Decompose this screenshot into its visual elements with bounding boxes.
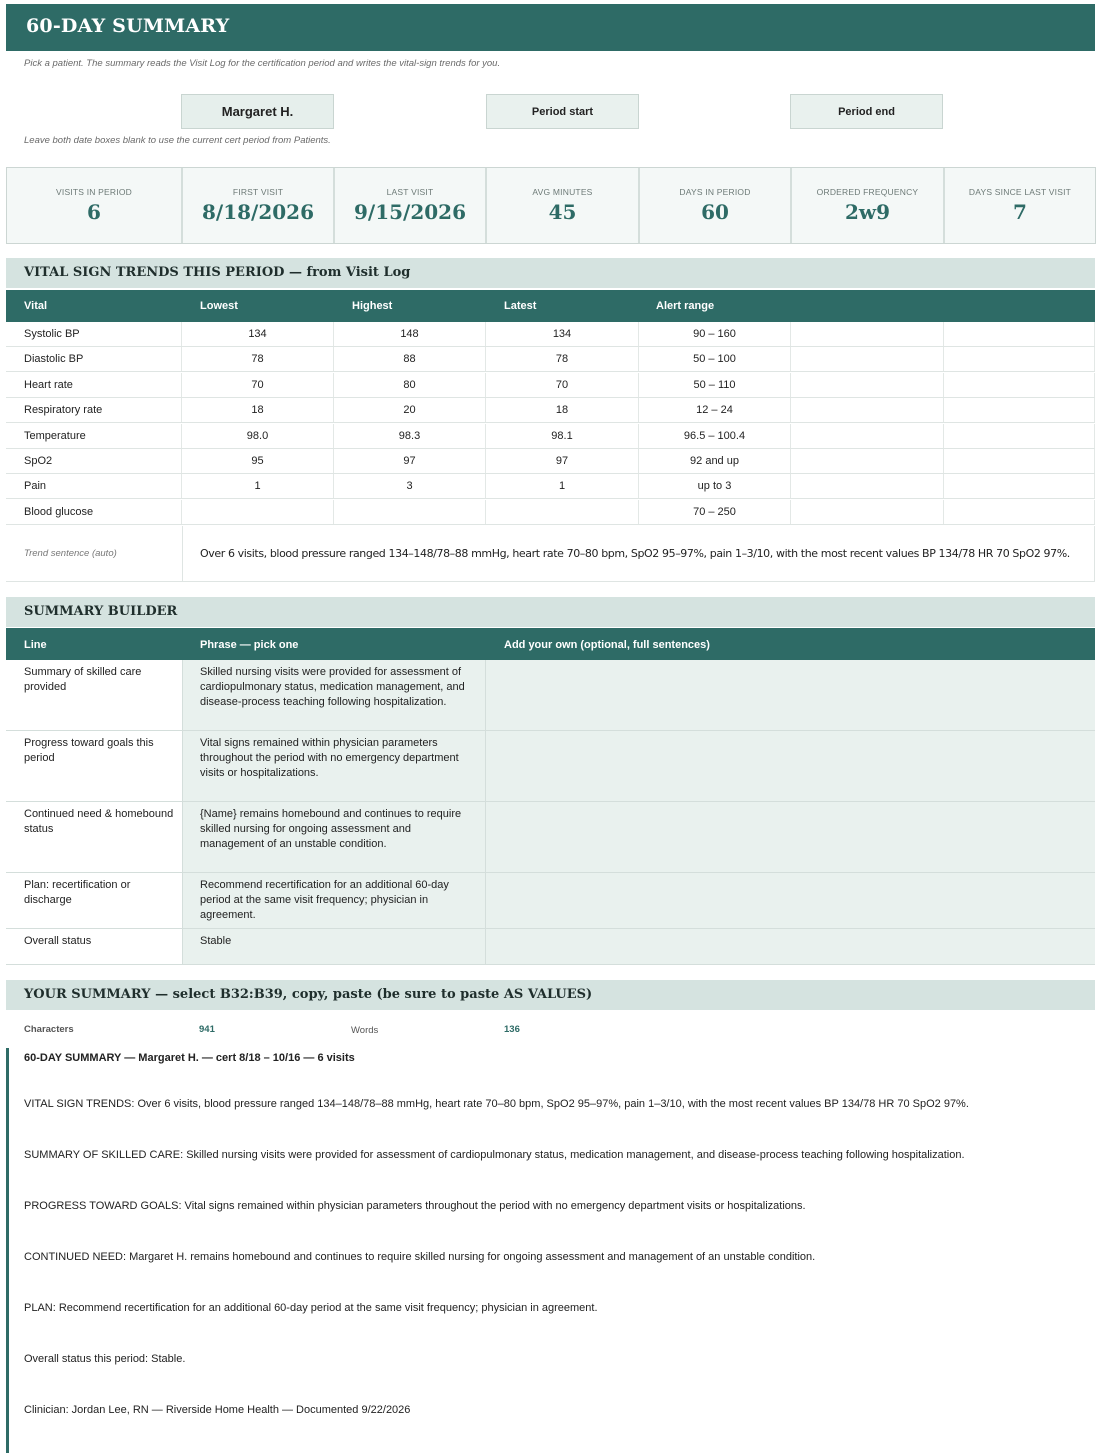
characters-label: Characters: [24, 1024, 74, 1035]
builder-line-label: Progress toward goals this period: [24, 737, 154, 764]
col-vital: Vital: [24, 300, 48, 312]
kpi-visits-in-period: [7, 168, 183, 243]
col-alert-range: Alert range: [656, 300, 715, 312]
date-note: Leave both date boxes blank to use the current cert period from Patients.: [24, 135, 331, 146]
vitals-section-title: VITAL SIGN TRENDS THIS PERIOD — from Visit Log: [24, 265, 411, 280]
vital-range: 90 – 160: [639, 322, 791, 346]
empty-cell: [944, 373, 1095, 397]
vital-latest: 134: [486, 322, 639, 346]
your-summary-title: YOUR SUMMARY — select B32:B39, copy, paste (be sure to paste AS VALUES): [24, 987, 593, 1002]
summary-overall-status: Overall status this period: Stable.: [24, 1353, 186, 1365]
empty-cell: [791, 500, 944, 524]
empty-cell: [791, 347, 944, 371]
vital-highest: 98.3: [334, 424, 486, 448]
phrase-select[interactable]: {Name} remains homebound and continues to require skilled nursing for ongoing assessment and management of an unstable condition.: [182, 802, 486, 872]
vital-range: 92 and up: [639, 449, 791, 473]
characters-label-cell: [24, 1024, 74, 1035]
add-own-input[interactable]: [486, 660, 1095, 730]
words-label-cell: [351, 1025, 378, 1036]
vital-lowest: 18: [182, 398, 334, 422]
empty-cell: [791, 373, 944, 397]
patient-select[interactable]: [181, 94, 334, 129]
vital-row: [6, 373, 1095, 398]
summary-heading: 60-DAY SUMMARY — Margaret H. — cert 8/18 – 10/16 — 6 visits: [24, 1052, 355, 1064]
builder-row-continued-need: [6, 802, 1095, 873]
period-start-input[interactable]: [486, 94, 639, 129]
col-add-own: Add your own (optional, full sentences): [504, 639, 710, 651]
vital-highest: 20: [334, 398, 486, 422]
empty-cell: [944, 322, 1095, 346]
vital-range: 70 – 250: [639, 500, 791, 524]
vital-highest: 80: [334, 373, 486, 397]
kpi-value: 2w9: [844, 200, 891, 224]
builder-line-label: Continued need & homebound status: [24, 808, 174, 835]
trend-sentence: Over 6 visits, blood pressure ranged 134–148/78–88 mmHg, heart rate 70–80 bpm, SpO2 95–97%, pain 1–3/10, with the most recent values BP 134/78 HR 70 SpO2 97%.: [182, 526, 1095, 581]
kpi-days-in-period: [640, 168, 792, 243]
phrase-select[interactable]: Vital signs remained within physician parameters throughout the period with no emergency department visits or hospitalizations.: [182, 731, 486, 801]
vital-range: 12 – 24: [639, 398, 791, 422]
add-own-input[interactable]: [486, 873, 1095, 928]
words-label: Words: [351, 1025, 379, 1036]
summary-plan: PLAN: Recommend recertification for an additional 60-day period at the same visit frequency; physician in agreement.: [24, 1302, 598, 1314]
builder-line-label: Summary of skilled care provided: [24, 666, 142, 693]
vital-latest: 78: [486, 347, 639, 371]
vital-lowest: 78: [182, 347, 334, 371]
col-highest: Highest: [352, 300, 393, 312]
empty-cell: [944, 398, 1095, 422]
vital-lowest: 70: [182, 373, 334, 397]
builder-row-plan: [6, 873, 1095, 929]
vital-latest: 70: [486, 373, 639, 397]
vital-lowest: [182, 500, 334, 524]
vital-name: Heart rate: [6, 373, 182, 397]
kpi-label: AVG MINUTES: [532, 187, 593, 197]
add-own-input[interactable]: [486, 929, 1095, 964]
phrase-select[interactable]: Skilled nursing visits were provided for assessment of cardiopulmonary status, medication management, and disease-process teaching following hospitalization.: [182, 660, 486, 730]
summary-output[interactable]: [6, 1048, 1095, 1453]
words-count-cell: [504, 1024, 520, 1035]
vital-range: 96.5 – 100.4: [639, 424, 791, 448]
summary-clinician: Clinician: Jordan Lee, RN — Riverside Home Health — Documented 9/22/2026: [24, 1404, 411, 1416]
kpi-label: FIRST VISIT: [232, 187, 284, 197]
kpi-label: ORDERED FREQUENCY: [816, 187, 919, 197]
vitals-table-header: [6, 290, 1095, 322]
page-title: 60-DAY SUMMARY: [26, 15, 230, 37]
empty-cell: [944, 500, 1095, 524]
phrase-select[interactable]: Recommend recertification for an additional 60-day period at the same visit frequency; physician in agreement.: [182, 873, 486, 928]
kpi-label: DAYS SINCE LAST VISIT: [968, 187, 1072, 197]
kpi-value: 7: [1013, 200, 1027, 224]
vital-row: [6, 347, 1095, 372]
period-end-input[interactable]: [790, 94, 943, 129]
builder-table-header: [6, 628, 1095, 660]
vital-name: Respiratory rate: [6, 398, 182, 422]
kpi-label: VISITS IN PERIOD: [56, 187, 132, 197]
builder-row-progress: [6, 731, 1095, 802]
add-own-input[interactable]: [486, 731, 1095, 801]
vital-row: [6, 500, 1095, 525]
builder-section-header: [6, 597, 1095, 627]
summary-vital-trends: VITAL SIGN TRENDS: Over 6 visits, blood pressure ranged 134–148/78–88 mmHg, heart rate 70–80 bpm, SpO2 95–97%, pain 1–3/10, with the most recent values BP 134/78 HR 70 SpO2 97%.: [24, 1098, 969, 1110]
summary-progress: PROGRESS TOWARD GOALS: Vital signs remained within physician parameters throughout the period with no emergency department visits or hospitalizations.: [24, 1200, 806, 1212]
kpi-value: 6: [87, 200, 101, 224]
kpi-label: LAST VISIT: [386, 187, 434, 197]
col-latest: Latest: [504, 300, 537, 312]
vital-latest: 18: [486, 398, 639, 422]
summary-continued-need: CONTINUED NEED: Margaret H. remains homebound and continues to require skilled nursing for ongoing assessment and management of an unstable condition.: [24, 1251, 816, 1263]
phrase-select[interactable]: Stable: [182, 929, 486, 964]
vital-name: Diastolic BP: [6, 347, 182, 371]
summary-skilled-care: SUMMARY OF SKILLED CARE: Skilled nursing visits were provided for assessment of cardiopulmonary status, medication management, and disease-process teaching following hospitalization.: [24, 1149, 965, 1161]
vital-latest: [486, 500, 639, 524]
vital-range: 50 – 110: [639, 373, 791, 397]
vital-lowest: 1: [182, 474, 334, 498]
vital-row: [6, 449, 1095, 474]
empty-cell: [791, 322, 944, 346]
vital-name: Temperature: [6, 424, 182, 448]
period-start-label: Period start: [531, 105, 594, 118]
kpi-last-visit: [335, 168, 487, 243]
vital-name: SpO2: [6, 449, 182, 473]
vital-row: [6, 322, 1095, 347]
instructions-text: Pick a patient. The summary reads the Visit Log for the certification period and writes the vital-sign trends for you.: [24, 58, 501, 69]
vital-row: [6, 398, 1095, 423]
vital-name: Pain: [6, 474, 182, 498]
vital-name: Blood glucose: [6, 500, 182, 524]
kpi-avg-minutes: [487, 168, 640, 243]
kpi-first-visit: [183, 168, 335, 243]
vital-range: 50 – 100: [639, 347, 791, 371]
trend-row: [6, 526, 1095, 582]
vital-highest: 3: [334, 474, 486, 498]
empty-cell: [944, 424, 1095, 448]
vital-highest: [334, 500, 486, 524]
vital-row: [6, 424, 1095, 449]
empty-cell: [791, 474, 944, 498]
kpi-value: 60: [701, 200, 729, 224]
empty-cell: [944, 474, 1095, 498]
vital-lowest: 134: [182, 322, 334, 346]
empty-cell: [791, 449, 944, 473]
kpi-days-since-last-visit: [945, 168, 1095, 243]
kpi-ordered-frequency: [792, 168, 945, 243]
vitals-section-header: [6, 258, 1095, 288]
words-count: 136: [504, 1024, 520, 1035]
empty-cell: [791, 424, 944, 448]
vital-latest: 97: [486, 449, 639, 473]
vital-highest: 148: [334, 322, 486, 346]
vital-row: [6, 474, 1095, 499]
col-line: Line: [24, 639, 47, 651]
vital-highest: 88: [334, 347, 486, 371]
kpi-label: DAYS IN PERIOD: [679, 187, 751, 197]
vital-name: Systolic BP: [6, 322, 182, 346]
patient-select-value: Margaret H.: [221, 104, 294, 119]
period-end-label: Period end: [838, 105, 895, 118]
vital-range: up to 3: [639, 474, 791, 498]
your-summary-header: [6, 980, 1095, 1010]
vital-latest: 98.1: [486, 424, 639, 448]
empty-cell: [791, 398, 944, 422]
characters-count-cell: [199, 1024, 215, 1035]
characters-count: 941: [199, 1024, 215, 1035]
builder-line-label: Plan: recertification or discharge: [24, 879, 131, 906]
title-bar: [6, 4, 1095, 51]
builder-row-skilled-care: [6, 660, 1095, 731]
vital-lowest: 95: [182, 449, 334, 473]
vital-latest: 1: [486, 474, 639, 498]
col-lowest: Lowest: [200, 300, 238, 312]
kpi-value: 8/18/2026: [201, 200, 315, 224]
kpi-value: 45: [548, 200, 577, 224]
empty-cell: [944, 347, 1095, 371]
col-phrase: Phrase — pick one: [200, 639, 299, 651]
empty-cell: [944, 449, 1095, 473]
add-own-input[interactable]: [486, 802, 1095, 872]
builder-section-title: SUMMARY BUILDER: [24, 604, 178, 619]
vital-highest: 97: [334, 449, 486, 473]
trend-label: Trend sentence (auto): [24, 548, 117, 559]
kpi-value: 9/15/2026: [353, 200, 467, 224]
kpi-strip: [6, 167, 1096, 244]
builder-line-label: Overall status: [24, 935, 92, 947]
builder-row-overall-status: [6, 929, 1095, 965]
vital-lowest: 98.0: [182, 424, 334, 448]
